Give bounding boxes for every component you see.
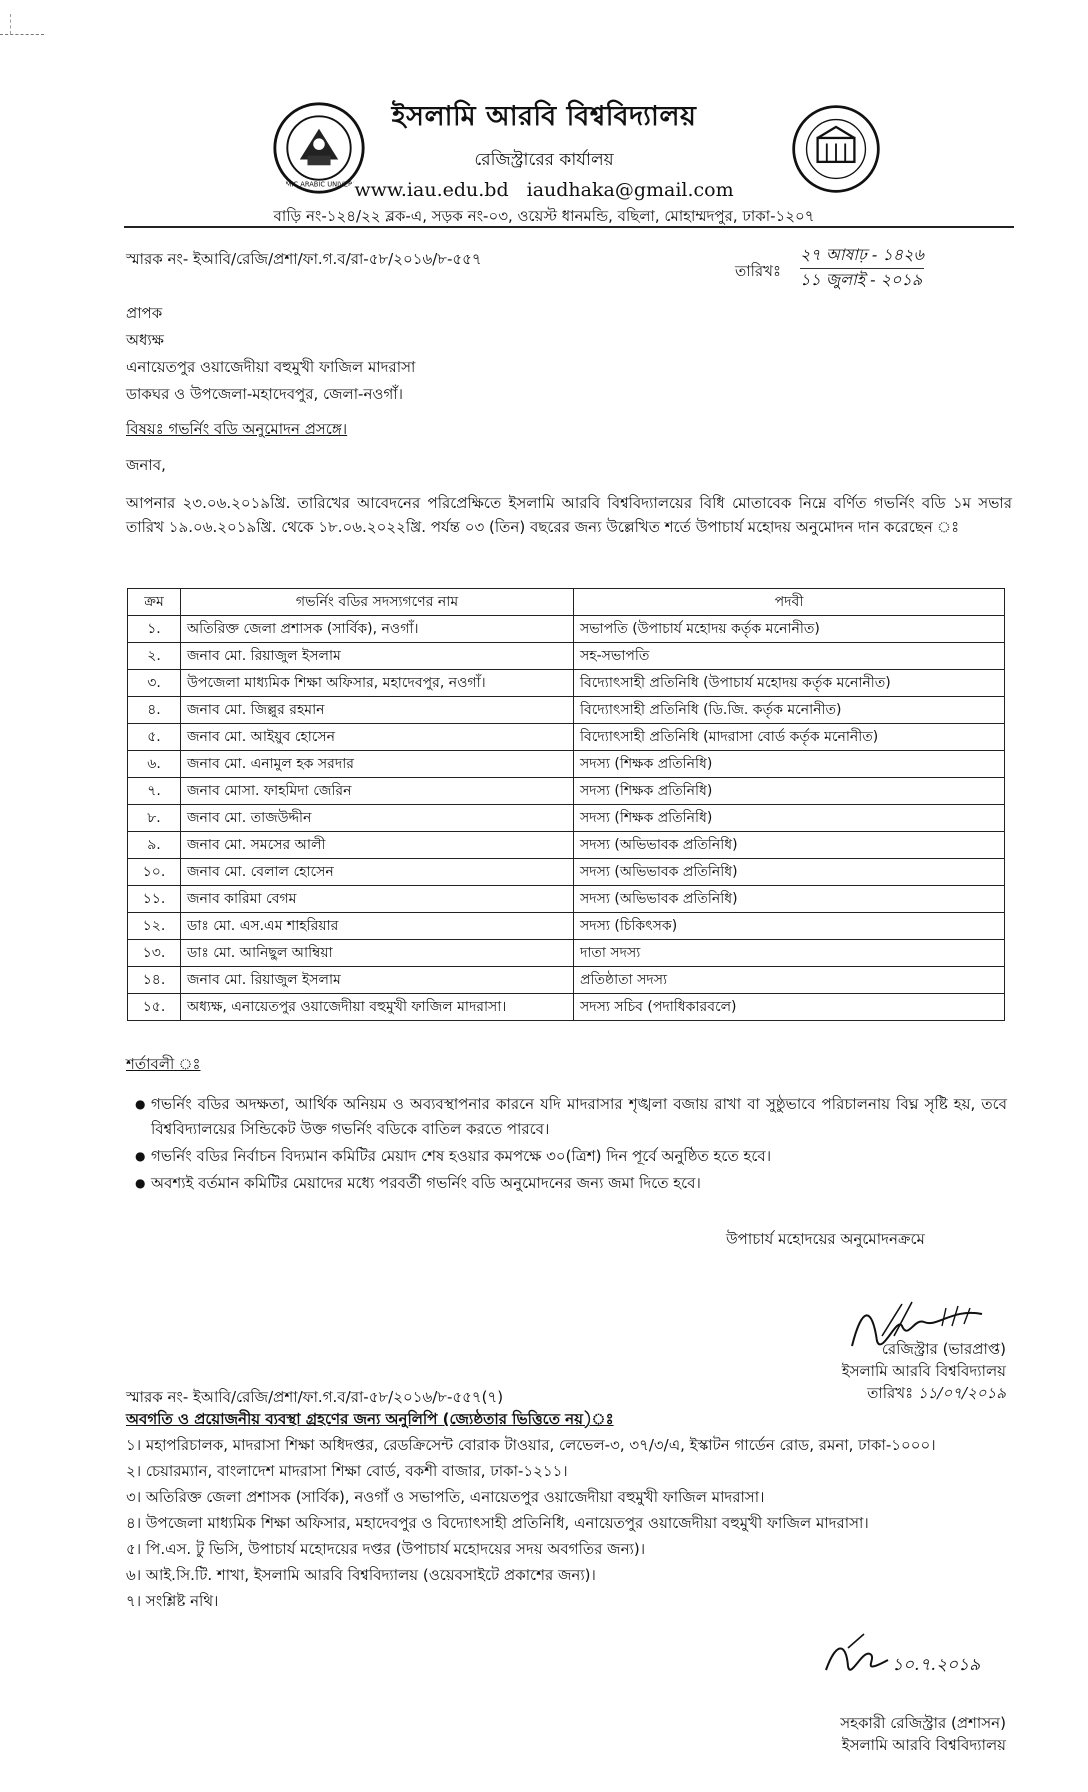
row-serial: ৭. <box>128 778 181 805</box>
table-row <box>128 967 1005 994</box>
table-row <box>128 670 1005 697</box>
member-name: জনাব মো. রিয়াজুল ইসলাম <box>181 643 574 670</box>
recipient-location: ডাকঘর ও উপজেলা-মহাদেবপুর, জেলা-নওগাঁ। <box>126 385 403 403</box>
member-designation: সদস্য (শিক্ষক প্রতিনিধি) <box>574 778 1005 805</box>
row-serial: ১৫. <box>128 994 181 1021</box>
table-row <box>128 643 1005 670</box>
row-serial: ১৩. <box>128 940 181 967</box>
recipient-institution: এনায়েতপুর ওয়াজেদীয়া বহুমুখী ফাজিল মাদরাসা <box>126 358 416 376</box>
condition-item: ● অবশ্যই বর্তমান কমিটির মেয়াদের মধ্যে পরবর্তী গভর্নিং বডি অনুমোদনের জন্য জমা দিতে হবে। <box>137 1171 1007 1196</box>
registrar-date-row <box>780 1382 1006 1404</box>
table-row <box>128 778 1005 805</box>
condition-item: ● গভর্নিং বডির নির্বাচন বিদ্যমান কমিটির মেয়াদ শেষ হওয়ার কমপক্ষে ৩০(ত্রিশ) দিন পূর্বে অনুষ্ঠিত হতে হবে। <box>137 1144 1007 1169</box>
office-name: রেজিস্ট্রারের কার্যালয় <box>474 150 614 170</box>
recipient-block <box>126 300 415 408</box>
table-row <box>128 751 1005 778</box>
assistant-registrar-title: সহকারী রেজিস্ট্রার (প্রশাসন) <box>840 1714 1006 1732</box>
table-body <box>128 616 1005 1021</box>
registrar-university: ইসলামি আরবি বিশ্ববিদ্যালয় <box>841 1362 1006 1380</box>
row-serial: ৫. <box>128 724 181 751</box>
date-gregorian: ১১ জুলাই - ২০১৯ <box>800 270 923 289</box>
row-serial: ৬. <box>128 751 181 778</box>
committee-table <box>127 588 1005 1021</box>
date-bangla: ২৭ আষাঢ় - ১৪২৬ <box>800 244 924 269</box>
member-name: ডাঃ মো. এস.এম শাহরিয়ার <box>181 913 574 940</box>
row-serial: ১. <box>128 616 181 643</box>
email-link[interactable]: iaudhaka@gmail.com <box>526 179 734 201</box>
copy-memo-reference: স্মারক নং- ইআবি/রেজি/প্রশা/ফা.গ.ব/রা-৫৮/২০১৬/৮-৫৫৭(৭) <box>126 1388 504 1406</box>
table-row <box>128 805 1005 832</box>
table-header-row <box>128 589 1005 616</box>
copy-list <box>126 1434 1006 1616</box>
member-name: জনাব কারিমা বেগম <box>181 886 574 913</box>
member-name: জনাব মো. বেলাল হোসেন <box>181 859 574 886</box>
conditions-title: শর্তাবলী ঃ <box>126 1055 201 1073</box>
registrar-block <box>780 1338 1006 1404</box>
member-designation: দাতা সদস্য <box>574 940 1005 967</box>
approval-note: উপাচার্য মহোদয়ের অনুমোদনক্রমে <box>726 1230 925 1248</box>
registrar-date: ১১/০৭/২০১৯ <box>917 1384 1006 1402</box>
assistant-registrar-signature <box>818 1630 1008 1690</box>
table-row <box>128 616 1005 643</box>
member-name: জনাব মো. আইয়ুব হোসেন <box>181 724 574 751</box>
member-name: জনাব মো. তাজউদ্দীন <box>181 805 574 832</box>
copy-item: ২। চেয়ারম্যান, বাংলাদেশ মাদরাসা শিক্ষা বোর্ড, বকশী বাজার, ঢাকা-১২১১। <box>126 1462 568 1480</box>
assistant-registrar-university: ইসলামি আরবি বিশ্ববিদ্যালয় <box>841 1736 1006 1754</box>
table-row <box>128 886 1005 913</box>
member-designation: বিদ্যোৎসাহী প্রতিনিধি (ডি.জি. কর্তৃক মনোনীত) <box>574 697 1005 724</box>
col-serial-header: ক্রম <box>128 589 181 616</box>
member-name: উপজেলা মাধ্যমিক শিক্ষা অফিসার, মহাদেবপুর, নওগাঁ। <box>181 670 574 697</box>
member-designation: বিদ্যোৎসাহী প্রতিনিধি (মাদরাসা বোর্ড কর্তৃক মনোনীত) <box>574 724 1005 751</box>
member-name: জনাব মো. সমসের আলী <box>181 832 574 859</box>
member-designation: সদস্য (অভিভাবক প্রতিনিধি) <box>574 832 1005 859</box>
member-designation: সহ-সভাপতি <box>574 643 1005 670</box>
signature-date: ১০.৭.২০১৯ <box>892 1655 981 1675</box>
row-serial: ৪. <box>128 697 181 724</box>
member-designation: সদস্য (শিক্ষক প্রতিনিধি) <box>574 751 1005 778</box>
member-designation: বিদ্যোৎসাহী প্রতিনিধি (উপাচার্য মহোদয় কর্তৃক মনোনীত) <box>574 670 1005 697</box>
scan-edge-mark <box>10 14 13 34</box>
row-serial: ২. <box>128 643 181 670</box>
condition-item: ● গভর্নিং বডির অদক্ষতা, আর্থিক অনিয়ম ও অব্যবস্থাপনার কারনে যদি মাদরাসার শৃঙ্খলা বজায় রাখা বা সুষ্ঠুভাবে পরিচালনায় বিঘ্ন সৃষ্টি হয়, তবে বিশ্ববিদ্যালয়ের সিন্ডিকেট উক্ত গভর্নিং বডিকে বাতিল করতে পারবে। <box>137 1092 1007 1142</box>
table-row <box>128 913 1005 940</box>
row-serial: ৯. <box>128 832 181 859</box>
website-link[interactable]: www.iau.edu.bd <box>354 179 509 201</box>
copy-item: ৩। অতিরিক্ত জেলা প্রশাসক (সার্বিক), নওগাঁ ও সভাপতি, এনায়েতপুর ওয়াজেদীয়া বহুমুখী ফাজিল মাদরাসা। <box>126 1488 765 1506</box>
subject-line: বিষয়ঃ গভর্নিং বডি অনুমোদন প্রসঙ্গে। <box>126 420 348 438</box>
conditions-list <box>137 1092 1007 1198</box>
member-designation: সদস্য (অভিভাবক প্রতিনিধি) <box>574 886 1005 913</box>
recipient-title: অধ্যক্ষ <box>126 331 164 349</box>
member-name: জনাব মো. রিয়াজুল ইসলাম <box>181 967 574 994</box>
letterhead <box>0 96 1088 230</box>
member-designation: সভাপতি (উপাচার্য মহোদয় কর্তৃক মনোনীত) <box>574 616 1005 643</box>
table-row <box>128 940 1005 967</box>
row-serial: ৮. <box>128 805 181 832</box>
copy-item: ৪। উপজেলা মাধ্যমিক শিক্ষা অফিসার, মহাদেবপুর ও বিদ্যোৎসাহী প্রতিনিধি, এনায়েতপুর ওয়াজেদীয়া বহুমুখী ফাজিল মাদরাসা। <box>126 1514 869 1532</box>
table-row <box>128 832 1005 859</box>
body-paragraph: আপনার ২৩.০৬.২০১৯খ্রি. তারিখের আবেদনের পরিপ্রেক্ষিতে ইসলামি আরবি বিশ্ববিদ্যালয়ের বিধি মোতাবেক নিম্নে বর্ণিত গভর্নিং বডি ১ম সভার তারিখ ১৯.০৬.২০১৯খ্রি. থেকে ১৮.০৬.২০২২খ্রি. পর্যন্ত ০৩ (তিন) বছরের জন্য উল্লেখিত শর্তে উপাচার্য মহোদয় অনুমোদন দান করেছেন ঃ <box>126 494 1012 536</box>
table-row <box>128 724 1005 751</box>
registrar-date-label: তারিখঃ <box>867 1384 914 1402</box>
registrar-title: রেজিস্ট্রার (ভারপ্রাপ্ত) <box>881 1340 1006 1358</box>
recipient-to: প্রাপক <box>126 304 163 322</box>
member-designation: সদস্য (অভিভাবক প্রতিনিধি) <box>574 859 1005 886</box>
salutation: জনাব, <box>126 456 166 474</box>
member-designation: প্রতিষ্ঠাতা সদস্য <box>574 967 1005 994</box>
member-designation: সদস্য (শিক্ষক প্রতিনিধি) <box>574 805 1005 832</box>
row-serial: ১১. <box>128 886 181 913</box>
row-serial: ৩. <box>128 670 181 697</box>
copy-title: অবগতি ও প্রয়োজনীয় ব্যবস্থা গ্রহণের জন্য অনুলিপি (জ্যেষ্ঠতার ভিত্তিতে নয়)ঃ <box>126 1410 614 1428</box>
copy-item: ৫। পি.এস. টু ভিসি, উপাচার্য মহোদয়ের দপ্তর (উপাচার্য মহোদয়ের সদয় অবগতির জন্য)। <box>126 1540 646 1558</box>
member-name: অধ্যক্ষ, এনায়েতপুর ওয়াজেদীয়া বহুমুখী ফাজিল মাদরাসা। <box>181 994 574 1021</box>
table-row <box>128 859 1005 886</box>
table-row <box>128 994 1005 1021</box>
header-divider <box>124 226 1014 228</box>
row-serial: ১৪. <box>128 967 181 994</box>
col-name-header: গভর্নিং বডির সদস্যগণের নাম <box>181 589 574 616</box>
col-designation-header: পদবী <box>574 589 1005 616</box>
member-name: জনাব মোসা. ফাহমিদা জেরিন <box>181 778 574 805</box>
row-serial: ১২. <box>128 913 181 940</box>
contact-line <box>0 179 1088 201</box>
assistant-registrar-block <box>760 1712 1006 1756</box>
logo-text: ISLAMIC ARABIC UNIVERSITY <box>270 180 368 189</box>
table-row <box>128 697 1005 724</box>
member-name: ডাঃ মো. আনিছুল আম্বিয়া <box>181 940 574 967</box>
scan-edge-mark <box>0 34 44 35</box>
member-name: জনাব মো. এনামুল হক সরদার <box>181 751 574 778</box>
university-name: ইসলামি আরবি বিশ্ববিদ্যালয় <box>391 101 697 132</box>
row-serial: ১০. <box>128 859 181 886</box>
address-line: বাড়ি নং-১২৪/২২ ব্লক-এ, সড়ক নং-০৩, ওয়েস্ট ধানমন্ডি, বছিলা, মোহাম্মদপুর, ঢাকা-১২০৭ <box>273 207 815 225</box>
handwritten-date <box>800 244 924 291</box>
date-label: তারিখঃ <box>735 262 781 280</box>
member-name: জনাব মো. জিল্লুর রহমান <box>181 697 574 724</box>
member-name: অতিরিক্ত জেলা প্রশাসক (সার্বিক), নওগাঁ। <box>181 616 574 643</box>
copy-item: ৭। সংশ্লিষ্ট নথি। <box>126 1592 219 1610</box>
member-designation: সদস্য সচিব (পদাধিকারবলে) <box>574 994 1005 1021</box>
copy-item: ৬। আই.সি.টি. শাখা, ইসলামি আরবি বিশ্ববিদ্যালয় (ওয়েবসাইটে প্রকাশের জন্য)। <box>126 1566 596 1584</box>
copy-item: ১। মহাপরিচালক, মাদরাসা শিক্ষা অধিদপ্তর, রেডক্রিসেন্ট বোরাক টাওয়ার, লেভেল-৩, ৩৭/৩/এ, ইস্কাটন গার্ডেন রোড, রমনা, ঢাকা-১০০০। <box>126 1436 936 1454</box>
memo-reference: স্মারক নং- ইআবি/রেজি/প্রশা/ফা.গ.ব/রা-৫৮/২০১৬/৮-৫৫৭ <box>126 250 482 268</box>
member-designation: সদস্য (চিকিৎসক) <box>574 913 1005 940</box>
